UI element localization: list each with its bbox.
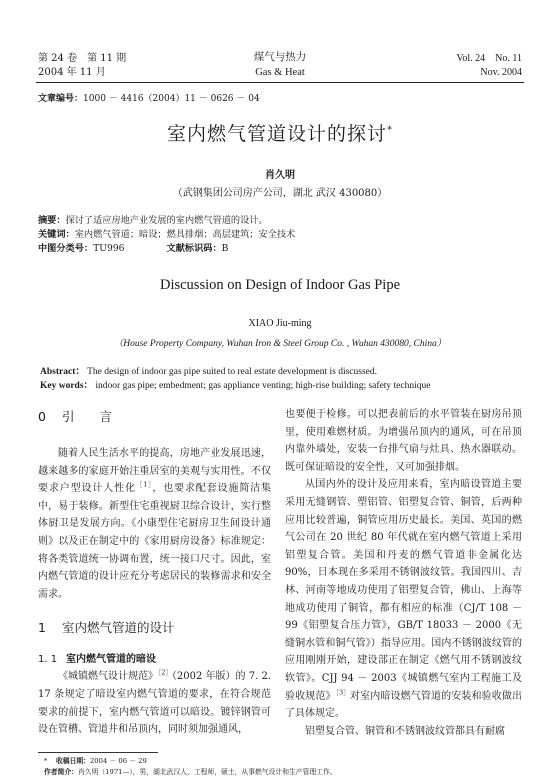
section-number: 1 (38, 620, 46, 636)
article-number-value: 1000 － 4416（2004）11 － 0626 － 04 (83, 94, 260, 104)
body-column-right (285, 406, 522, 740)
subsection-text-part2: （2002 年版）的 7. 2. 17 条规定了暗设室内燃气管道的要求，在符合规范要求的前提下，室内燃气管道可以暗设。镀锌钢管可设在管槽、管道井和吊顶内，同时须加强通风， (38, 671, 271, 736)
clc-label: 中图分类号： (38, 243, 94, 254)
citation-3: ［3］ (335, 688, 350, 697)
article-number-label: 文章编号： (38, 94, 84, 104)
affiliation-cn: （武钢集团公司房产公司，湖北 武汉 430080） (172, 188, 388, 199)
paper-title-text: 室内燃气管道设计的探讨 (166, 123, 387, 145)
abstract-en-text: The design of indoor gas pipe suited to real estate development is discussed. (84, 367, 378, 377)
abstract-cn-label: 摘要： (38, 215, 66, 226)
issue-date-cn: 2004 年 11 月 (38, 67, 106, 78)
section-heading-1 (38, 617, 271, 639)
paper-title-cn (0, 119, 560, 146)
journal-name-en: Gas & Heat (255, 67, 305, 78)
right-paragraph-2 (285, 476, 522, 722)
author-name-en: XIAO Jiu-ming (248, 318, 312, 329)
doc-code-value: B (221, 243, 229, 254)
received-date (44, 756, 337, 767)
title-footnote-mark: * (387, 124, 393, 136)
keywords-en (40, 379, 430, 393)
footnote-mark: * (44, 757, 48, 765)
doc-code-label: 文献标识码： (166, 243, 222, 254)
section-number: 0 (38, 409, 46, 424)
keywords-cn (38, 228, 295, 242)
received-value: 2004 － 06 － 29 (89, 757, 147, 765)
keywords-cn-label: 关键词： (38, 229, 75, 240)
subsection-number: 1. 1 (38, 654, 58, 666)
abstract-cn-text: 探讨了适应房地产业发展的室内燃气管道的设计。 (65, 215, 268, 226)
keywords-en-label: Key words： (40, 381, 94, 391)
body-column-left (38, 406, 271, 739)
abstract-en (40, 365, 430, 379)
abstract-block-en (40, 365, 430, 393)
clc-value: TU996 (93, 243, 125, 254)
subsection-heading-1-1 (38, 651, 271, 668)
citation-2: ［2］ (158, 669, 172, 678)
intro-paragraph (38, 445, 271, 603)
issue-date-en: Nov. 2004 (480, 67, 522, 78)
author-bio (44, 767, 337, 778)
author-name-cn: 肖久明 (265, 170, 295, 181)
paper-title-en: Discussion on Design of Indoor Gas Pipe (159, 277, 401, 293)
header-divider (36, 82, 524, 83)
author-bio-text: 肖久明（1971—），男，湖北武汉人，工程师，硕士，从事燃气设计和生产管理工作。 (77, 768, 337, 776)
section-heading-intro (38, 406, 271, 428)
subsection-paragraph (38, 668, 271, 738)
footnote (44, 756, 337, 778)
journal-name-cn: 煤气与热力 (253, 51, 307, 63)
right-paragraph-3: 铝塑复合管、铜管和不锈钢波纹管都具有耐腐 (305, 725, 505, 737)
volume-issue-en: Vol. 24 No. 11 (456, 53, 522, 64)
subsection-title: 室内燃气管道的暗设 (66, 654, 156, 666)
footnote-divider (38, 752, 158, 753)
received-label: 收稿日期： (56, 757, 90, 765)
section-title: 室内燃气管道的设计 (62, 620, 175, 636)
right-text-part2: 对室内暗设燃气管道的安装和验收做出了具体规定。 (285, 690, 523, 720)
affiliation-en: （House Property Company, Wuhan Iron & Steel Group Co. , Wuhan 430080, China） (113, 339, 447, 349)
article-number (38, 91, 260, 104)
journal-volume-issue-en (456, 52, 522, 80)
right-text-part1: 从国内外的设计及应用来看，室内暗设管道主要采用无缝钢管、塑铝管、铝塑复合管、铜管，后两种应用比较普遍，铜管应用历史最长。美国、英国的燃气公司在 20 世纪 80 年代就在室内燃气管道上采用铝塑复合管。美国和丹麦的燃气管道非金属化达 90%，日本现在多采用不锈钢波纹管。我国四川、吉林、河南等地成功使用了铝塑复合管，佛山、上海等地成功使用了铜管，都有相应的标准（CJ/T 108 － 99《铝塑复合压力管》，GB/T 18033 － 2000《无缝铜水管和铜气管》）指导应用。国内不锈钢波纹管的应用刚刚开始，建设部正在制定《燃气用不锈钢波纹软管》。CJJ 94 － 2003《城镇燃气室内工程施工及验收规范》 (285, 479, 522, 702)
author-bio-label: 作者简介： (44, 768, 78, 776)
intro-text-part1: 随着人民生活水平的提高，房地产业发展迅速，越来越多的家庭开始注重居室的美观与实用性。不仅要求户型设计人性化 (38, 448, 271, 495)
classification-line (38, 242, 295, 256)
abstract-cn (38, 214, 295, 228)
right-paragraph-1: 也要便于检修。可以把表前后的水平管装在厨房吊顶里，使用难燃材质。为增强吊顶内的通风，可在吊顶内靠外墙处，安装一台排气扇与灶具、热水器联动。既可保证暗设的安全性，又可加强排烟。 (285, 409, 522, 473)
keywords-en-text: indoor gas pipe; embedment; gas appliance venting; high-rise building; safety technique (93, 381, 431, 391)
subsection-text-part1: 《城镇燃气设计规范》 (58, 671, 159, 683)
intro-text-part2: ，也要求配套设施简洁集中，易于装修。新型住宅重视厨卫综合设计，实行整体厨卫是发展方向。《小康型住宅厨房卫生间设计通则》以及正在制定中的《家用厨房设备》标准规定：将各类管道统一协调布置，统一接口尺寸。因此，室内燃气管道的设计应充分考虑居民的装修需求和安全需求。 (38, 483, 272, 600)
abstract-en-label: Abstract： (40, 367, 85, 377)
abstract-block-cn (38, 214, 295, 256)
volume-issue-cn: 第 24 卷 第 11 期 (38, 53, 127, 64)
section-title: 引 言 (62, 409, 113, 424)
citation-1: ［1］ (135, 480, 153, 489)
keywords-cn-text: 室内燃气管道；暗设；燃具排烟；高层建筑；安全技术 (74, 229, 296, 240)
